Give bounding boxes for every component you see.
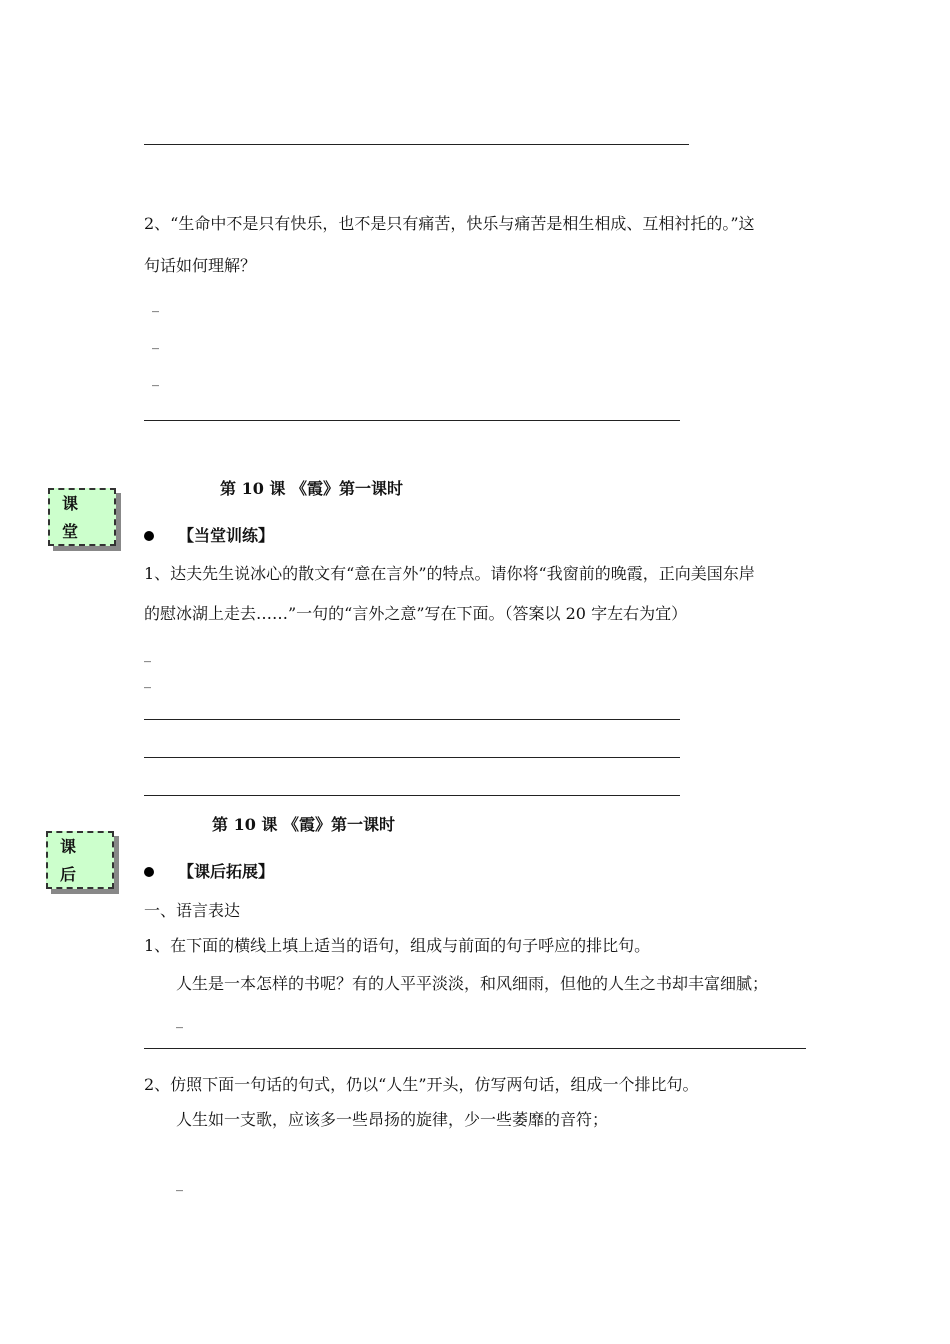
section-tag-char: 堂 bbox=[62, 522, 79, 541]
blank-mark: _ bbox=[152, 334, 159, 350]
answer-line bbox=[144, 1048, 806, 1049]
blank-mark: _ bbox=[152, 297, 159, 313]
blank-mark: _ bbox=[144, 647, 151, 663]
answer-line bbox=[144, 144, 689, 145]
answer-line bbox=[144, 420, 680, 421]
lesson-title: 第 10 课 《霞》第一课时 bbox=[212, 815, 395, 834]
bullet-icon bbox=[144, 867, 154, 877]
answer-line bbox=[144, 757, 680, 758]
question-1-line-2: 的慰冰湖上走去……”一句的“言外之意”写在下面。（答案以 20 字左右为宜） bbox=[144, 604, 688, 623]
answer-line bbox=[144, 795, 680, 796]
blank-mark: _ bbox=[144, 673, 151, 689]
blank-mark: _ bbox=[176, 1013, 183, 1029]
question-2-line-2: 句话如何理解？ bbox=[144, 256, 257, 275]
bullet-icon bbox=[144, 531, 154, 541]
blank-mark: _ bbox=[176, 1176, 183, 1192]
section-heading: 【课后拓展】 bbox=[178, 862, 275, 881]
question-1: 1、在下面的横线上填上适当的语句，组成与前面的句子呼应的排比句。 bbox=[144, 936, 651, 955]
section-tag-after-class bbox=[46, 831, 114, 889]
part-heading: 一、语言表达 bbox=[144, 901, 241, 920]
blank-mark: _ bbox=[152, 371, 159, 387]
section-tag-char: 课 bbox=[62, 494, 79, 513]
answer-line bbox=[144, 719, 680, 720]
question-1-line-1: 1、达夫先生说冰心的散文有“意在言外”的特点。请你将“我窗前的晚霞，正向美国东岸 bbox=[144, 564, 755, 583]
question-2: 2、仿照下面一句话的句式，仍以“人生”开头，仿写两句话，组成一个排比句。 bbox=[144, 1075, 699, 1094]
section-tag-classroom bbox=[48, 488, 116, 546]
section-tag-char: 后 bbox=[60, 865, 77, 884]
question-2-example: 人生如一支歌，应该多一些昂扬的旋律，少一些萎靡的音符； bbox=[176, 1110, 609, 1129]
question-2-line-1: 2、“生命中不是只有快乐，也不是只有痛苦，快乐与痛苦是相生相成、互相衬托的。”这 bbox=[144, 214, 755, 233]
section-tag-char: 课 bbox=[60, 837, 77, 856]
question-1-example: 人生是一本怎样的书呢？有的人平平淡淡，和风细雨，但他的人生之书却丰富细腻； bbox=[176, 974, 769, 993]
lesson-title: 第 10 课 《霞》第一课时 bbox=[220, 479, 403, 498]
section-heading: 【当堂训练】 bbox=[178, 526, 275, 545]
